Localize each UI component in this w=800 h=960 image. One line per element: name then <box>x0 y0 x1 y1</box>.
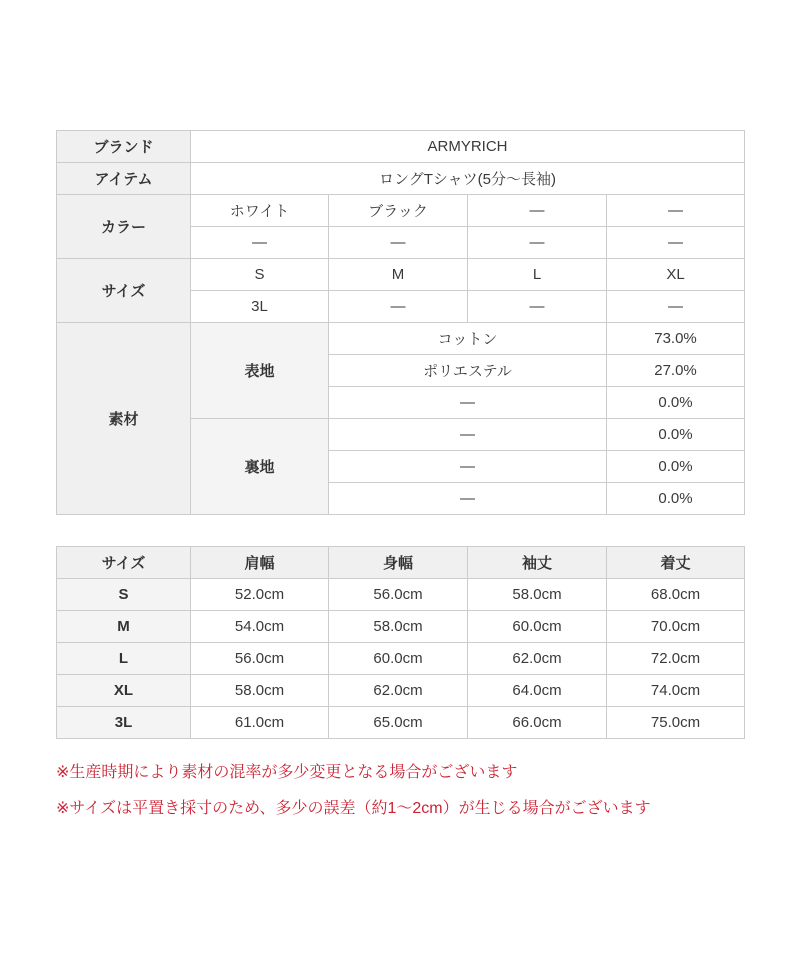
measurement-cell: 56.0cm <box>329 579 468 611</box>
material-name: — <box>329 483 607 515</box>
size-name: L <box>57 643 191 675</box>
size-chart-row <box>57 707 745 739</box>
measurement-cell: 54.0cm <box>191 611 329 643</box>
measurement-cell: 74.0cm <box>607 675 745 707</box>
size-name: XL <box>57 675 191 707</box>
color-label: カラー <box>57 195 191 259</box>
size-chart-row <box>57 611 745 643</box>
brand-label: ブランド <box>57 131 191 163</box>
disclaimer-notes <box>56 762 744 820</box>
size-chart-table <box>56 546 745 739</box>
color-cell: — <box>191 227 329 259</box>
size-cell: — <box>329 291 468 323</box>
content-area <box>56 130 744 834</box>
measurement-cell: 68.0cm <box>607 579 745 611</box>
size-cell: M <box>329 259 468 291</box>
size-chart-row <box>57 643 745 675</box>
size-cell: — <box>607 291 745 323</box>
brand-value: ARMYRICH <box>191 131 745 163</box>
size-chart-header: 身幅 <box>329 547 468 579</box>
size-chart-header: サイズ <box>57 547 191 579</box>
size-cell: S <box>191 259 329 291</box>
material-pct: 73.0% <box>607 323 745 355</box>
size-chart-header-row <box>57 547 745 579</box>
measurement-cell: 61.0cm <box>191 707 329 739</box>
measurement-cell: 75.0cm <box>607 707 745 739</box>
material-label: 素材 <box>57 323 191 515</box>
material-name: ポリエステル <box>329 355 607 387</box>
material-row <box>57 323 745 355</box>
brand-row <box>57 131 745 163</box>
size-chart-header: 着丈 <box>607 547 745 579</box>
measurement-cell: 56.0cm <box>191 643 329 675</box>
measurement-cell: 58.0cm <box>329 611 468 643</box>
size-chart-header: 袖丈 <box>468 547 607 579</box>
measurement-cell: 52.0cm <box>191 579 329 611</box>
size-cell: 3L <box>191 291 329 323</box>
material-pct: 27.0% <box>607 355 745 387</box>
size-cell: XL <box>607 259 745 291</box>
outer-fabric-label: 表地 <box>191 323 329 419</box>
item-value: ロングTシャツ(5分～長袖) <box>191 163 745 195</box>
measurement-cell: 58.0cm <box>191 675 329 707</box>
material-name: コットン <box>329 323 607 355</box>
size-label: サイズ <box>57 259 191 323</box>
color-cell: — <box>329 227 468 259</box>
material-pct: 0.0% <box>607 451 745 483</box>
measurement-cell: 58.0cm <box>468 579 607 611</box>
size-cell: — <box>468 291 607 323</box>
measurement-cell: 60.0cm <box>468 611 607 643</box>
size-row <box>57 259 745 291</box>
lining-label: 裏地 <box>191 419 329 515</box>
color-row <box>57 195 745 227</box>
measurement-cell: 70.0cm <box>607 611 745 643</box>
measurement-cell: 60.0cm <box>329 643 468 675</box>
size-chart-row <box>57 579 745 611</box>
material-pct: 0.0% <box>607 483 745 515</box>
size-name: M <box>57 611 191 643</box>
color-cell: — <box>468 227 607 259</box>
color-cell: ブラック <box>329 195 468 227</box>
measurement-cell: 65.0cm <box>329 707 468 739</box>
measurement-cell: 62.0cm <box>329 675 468 707</box>
material-name: — <box>329 451 607 483</box>
item-label: アイテム <box>57 163 191 195</box>
product-spec-table <box>56 130 745 515</box>
size-cell: L <box>468 259 607 291</box>
color-cell: — <box>468 195 607 227</box>
color-cell: ホワイト <box>191 195 329 227</box>
measurement-cell: 64.0cm <box>468 675 607 707</box>
material-name: — <box>329 419 607 451</box>
measurement-cell: 62.0cm <box>468 643 607 675</box>
size-name: S <box>57 579 191 611</box>
color-cell: — <box>607 227 745 259</box>
size-chart-header: 肩幅 <box>191 547 329 579</box>
size-chart-row <box>57 675 745 707</box>
color-cell: — <box>607 195 745 227</box>
measurement-cell: 72.0cm <box>607 643 745 675</box>
note-measurement-tolerance: ※サイズは平置き採寸のため、多少の誤差（約1～2cm）が生じる場合がございます <box>56 800 651 817</box>
note-material-mix: ※生産時期により素材の混率が多少変更となる場合がございます <box>56 764 518 781</box>
material-name: — <box>329 387 607 419</box>
measurement-cell: 66.0cm <box>468 707 607 739</box>
material-pct: 0.0% <box>607 419 745 451</box>
material-pct: 0.0% <box>607 387 745 419</box>
size-name: 3L <box>57 707 191 739</box>
item-row <box>57 163 745 195</box>
